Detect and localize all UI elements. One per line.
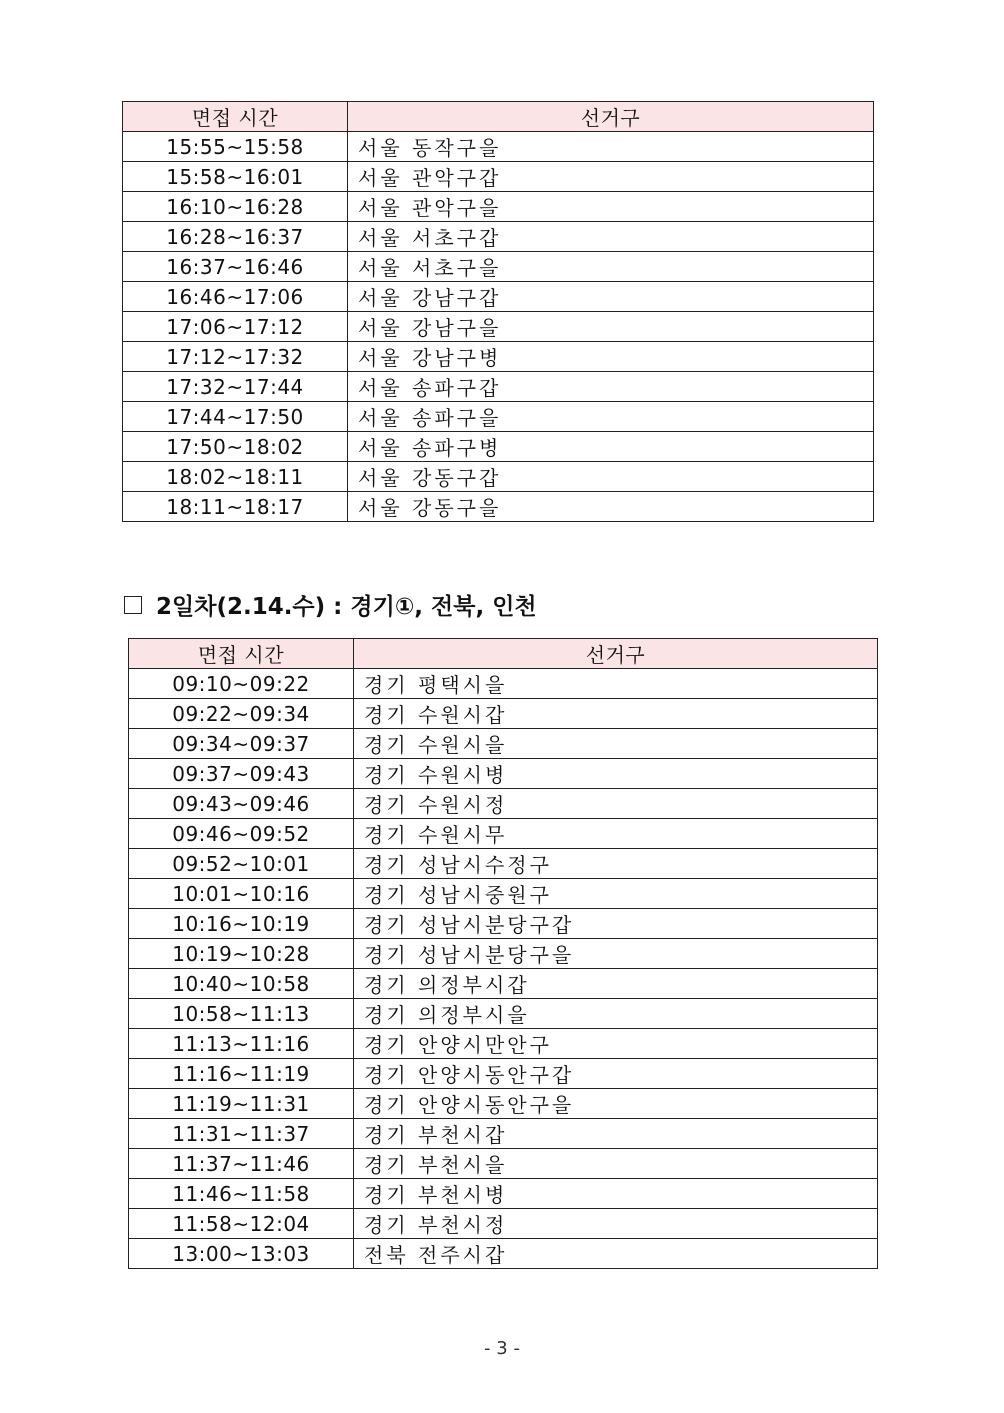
interview-time-cell: 09:52~10:01 — [129, 849, 354, 879]
district-cell: 경기 평택시을 — [354, 669, 878, 699]
district-cell: 서울 관악구을 — [348, 192, 874, 222]
table-row — [129, 1179, 878, 1209]
table-row — [129, 969, 878, 999]
interview-time-cell: 10:01~10:16 — [129, 879, 354, 909]
interview-time-cell: 11:37~11:46 — [129, 1149, 354, 1179]
district-cell: 서울 송파구을 — [348, 402, 874, 432]
header-district: 선거구 — [354, 639, 878, 669]
district-cell: 서울 동작구을 — [348, 132, 874, 162]
section-heading-day2 — [124, 588, 537, 621]
district-cell: 경기 성남시분당구을 — [354, 939, 878, 969]
district-cell: 서울 강남구병 — [348, 342, 874, 372]
table-row — [129, 1239, 878, 1269]
schedule-table-seoul — [122, 101, 874, 522]
table-row — [123, 312, 874, 342]
table-row — [123, 252, 874, 282]
interview-time-cell: 18:11~18:17 — [123, 492, 348, 522]
district-cell: 경기 수원시을 — [354, 729, 878, 759]
district-cell: 경기 안양시동안구갑 — [354, 1059, 878, 1089]
district-cell: 경기 안양시동안구을 — [354, 1089, 878, 1119]
interview-time-cell: 17:50~18:02 — [123, 432, 348, 462]
interview-time-cell: 15:58~16:01 — [123, 162, 348, 192]
district-cell: 경기 부천시정 — [354, 1209, 878, 1239]
interview-time-cell: 13:00~13:03 — [129, 1239, 354, 1269]
interview-time-cell: 11:58~12:04 — [129, 1209, 354, 1239]
district-cell: 서울 서초구을 — [348, 252, 874, 282]
table-row — [129, 1059, 878, 1089]
interview-time-cell: 11:31~11:37 — [129, 1119, 354, 1149]
interview-time-cell: 09:46~09:52 — [129, 819, 354, 849]
table-row — [123, 402, 874, 432]
district-cell: 경기 부천시을 — [354, 1149, 878, 1179]
district-cell: 경기 수원시병 — [354, 759, 878, 789]
interview-time-cell: 09:37~09:43 — [129, 759, 354, 789]
table-row — [123, 372, 874, 402]
section-title: 2일차(2.14.수) : 경기①, 전북, 인천 — [156, 594, 537, 620]
district-cell: 서울 송파구병 — [348, 432, 874, 462]
table-row — [129, 1029, 878, 1059]
district-cell: 경기 부천시갑 — [354, 1119, 878, 1149]
table-row — [129, 909, 878, 939]
interview-time-cell: 15:55~15:58 — [123, 132, 348, 162]
table-row — [129, 1149, 878, 1179]
header-interview-time: 면접 시간 — [129, 639, 354, 669]
interview-time-cell: 17:44~17:50 — [123, 402, 348, 432]
table-row — [123, 492, 874, 522]
district-cell: 서울 강남구을 — [348, 312, 874, 342]
table-row — [123, 222, 874, 252]
table-row — [129, 1119, 878, 1149]
interview-time-cell: 16:37~16:46 — [123, 252, 348, 282]
table-row — [123, 342, 874, 372]
table-row — [129, 1209, 878, 1239]
interview-time-cell: 11:16~11:19 — [129, 1059, 354, 1089]
table-row — [129, 729, 878, 759]
table-row — [123, 432, 874, 462]
interview-time-cell: 10:40~10:58 — [129, 969, 354, 999]
interview-time-cell: 17:32~17:44 — [123, 372, 348, 402]
interview-time-cell: 17:06~17:12 — [123, 312, 348, 342]
table-row — [123, 162, 874, 192]
interview-time-cell: 16:28~16:37 — [123, 222, 348, 252]
interview-time-cell: 11:19~11:31 — [129, 1089, 354, 1119]
table-row — [129, 819, 878, 849]
district-cell: 서울 강남구갑 — [348, 282, 874, 312]
table-row — [129, 879, 878, 909]
table-header-row — [129, 639, 878, 669]
interview-time-cell: 17:12~17:32 — [123, 342, 348, 372]
interview-time-cell: 11:13~11:16 — [129, 1029, 354, 1059]
table-row — [129, 789, 878, 819]
district-cell: 경기 성남시중원구 — [354, 879, 878, 909]
district-cell: 서울 송파구갑 — [348, 372, 874, 402]
district-cell: 경기 수원시무 — [354, 819, 878, 849]
page-number: - 3 - — [484, 1338, 520, 1359]
interview-time-cell: 11:46~11:58 — [129, 1179, 354, 1209]
table-row — [123, 462, 874, 492]
interview-time-cell: 16:46~17:06 — [123, 282, 348, 312]
checkbox-square-icon — [124, 596, 142, 614]
interview-time-cell: 09:43~09:46 — [129, 789, 354, 819]
header-district: 선거구 — [348, 102, 874, 132]
table-row — [123, 132, 874, 162]
table-row — [129, 999, 878, 1029]
district-cell: 경기 의정부시갑 — [354, 969, 878, 999]
table-row — [129, 759, 878, 789]
schedule-table-gyeonggi — [128, 638, 878, 1269]
table-row — [129, 939, 878, 969]
interview-time-cell: 09:10~09:22 — [129, 669, 354, 699]
district-cell: 서울 서초구갑 — [348, 222, 874, 252]
district-cell: 경기 수원시갑 — [354, 699, 878, 729]
interview-time-cell: 10:58~11:13 — [129, 999, 354, 1029]
district-cell: 경기 성남시수정구 — [354, 849, 878, 879]
header-interview-time: 면접 시간 — [123, 102, 348, 132]
interview-time-cell: 18:02~18:11 — [123, 462, 348, 492]
district-cell: 경기 의정부시을 — [354, 999, 878, 1029]
district-cell: 경기 부천시병 — [354, 1179, 878, 1209]
table-row — [129, 1089, 878, 1119]
table-row — [123, 192, 874, 222]
interview-time-cell: 09:34~09:37 — [129, 729, 354, 759]
table-header-row — [123, 102, 874, 132]
district-cell: 경기 안양시만안구 — [354, 1029, 878, 1059]
interview-time-cell: 16:10~16:28 — [123, 192, 348, 222]
interview-time-cell: 10:16~10:19 — [129, 909, 354, 939]
table-row — [129, 849, 878, 879]
interview-time-cell: 10:19~10:28 — [129, 939, 354, 969]
district-cell: 서울 강동구갑 — [348, 462, 874, 492]
table-row — [129, 669, 878, 699]
interview-time-cell: 09:22~09:34 — [129, 699, 354, 729]
district-cell: 경기 수원시정 — [354, 789, 878, 819]
district-cell: 서울 관악구갑 — [348, 162, 874, 192]
district-cell: 서울 강동구을 — [348, 492, 874, 522]
district-cell: 전북 전주시갑 — [354, 1239, 878, 1269]
district-cell: 경기 성남시분당구갑 — [354, 909, 878, 939]
table-row — [123, 282, 874, 312]
table-row — [129, 699, 878, 729]
